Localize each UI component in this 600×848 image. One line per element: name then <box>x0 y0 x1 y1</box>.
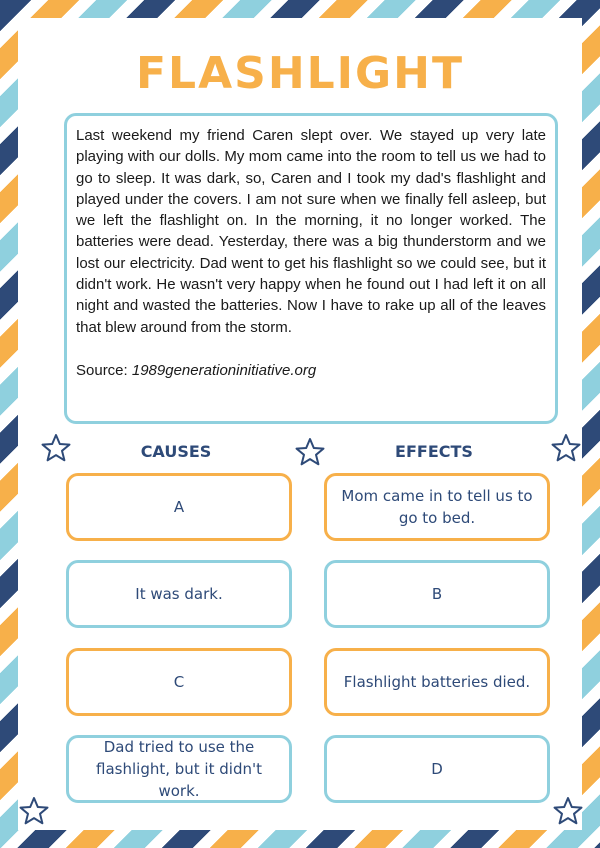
star-icon <box>40 432 72 464</box>
causes-header: CAUSES <box>140 442 212 461</box>
cause-box-1[interactable]: A <box>66 473 292 541</box>
effect-box-1: Mom came in to tell us to go to bed. <box>324 473 550 541</box>
star-icon <box>552 795 584 827</box>
effects-header: EFFECTS <box>395 442 473 461</box>
effect-box-2[interactable]: B <box>324 560 550 628</box>
reading-passage <box>64 113 558 424</box>
cause-box-2: It was dark. <box>66 560 292 628</box>
star-icon <box>294 436 326 468</box>
source-site: 1989generationinitiative.org <box>131 361 317 379</box>
cause-box-3[interactable]: C <box>66 648 292 716</box>
passage-text: Last weekend my friend Caren slept over. We stayed up very late playing with our dolls. My mom came into the room to tell us we had to go to sleep. It was dark, so, Caren and I took my dad's flashlight and played under the covers. I am not sure when we finally fell asleep, but we left the flashlight on. In the morning, it no longer worked. The batteries were dead. Yesterday, there was a big thunderstorm and we lost our electricity. Dad went to get his flashlight so we could see, but it didn't work. He wasn't very happy when he found out I had left it on all night and wasted the batteries. Now I have to rake up all of the leaves that blew around from the storm. <box>76 127 546 336</box>
effect-box-3: Flashlight batteries died. <box>324 648 550 716</box>
source-line <box>76 360 546 381</box>
page-title: FLASHLIGHT <box>135 48 465 99</box>
source-label: Source: <box>76 361 132 379</box>
effect-box-4[interactable]: D <box>324 735 550 803</box>
star-icon <box>18 795 50 827</box>
cause-box-4: Dad tried to use the flashlight, but it didn't work. <box>66 735 292 803</box>
star-icon <box>550 432 582 464</box>
